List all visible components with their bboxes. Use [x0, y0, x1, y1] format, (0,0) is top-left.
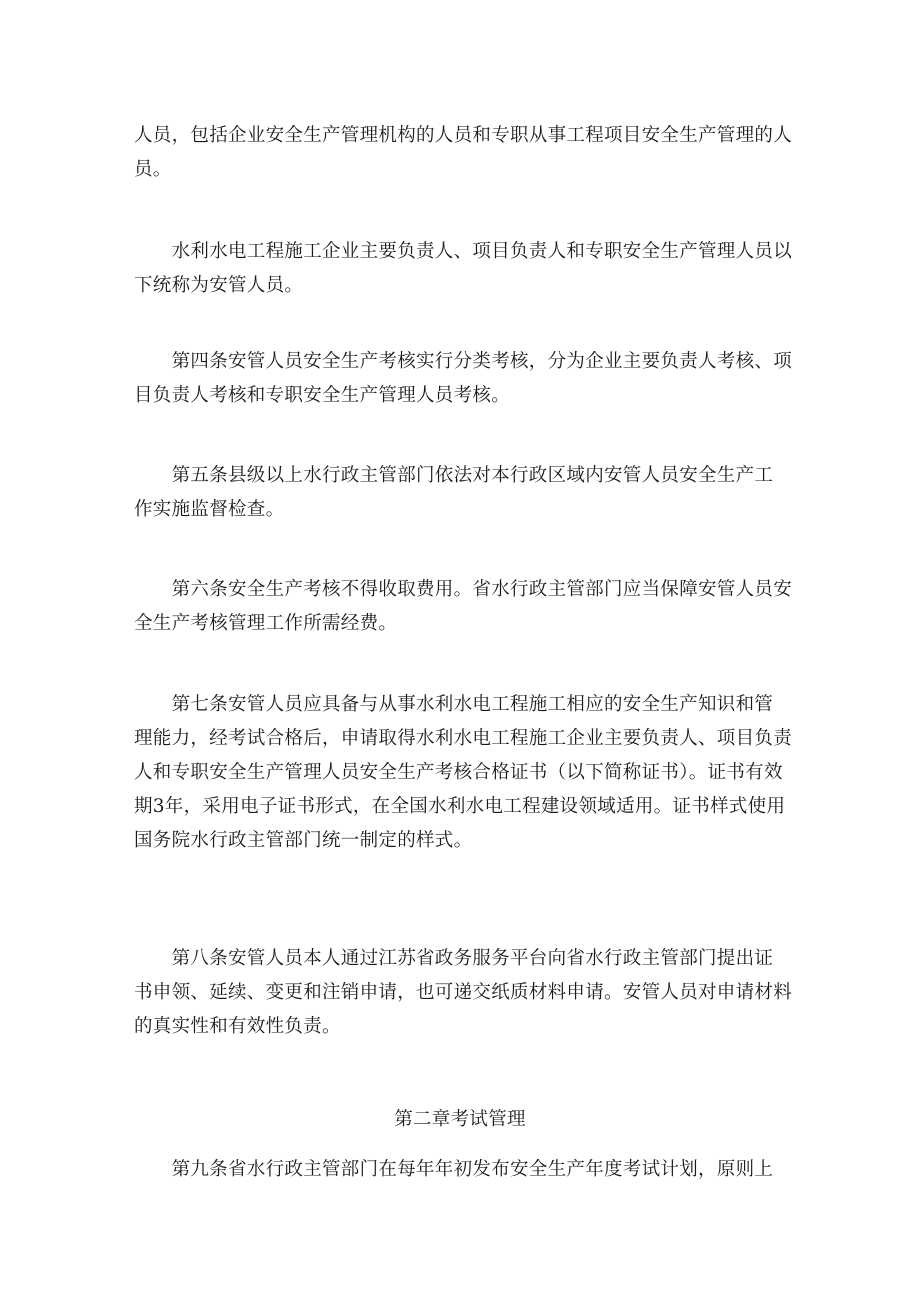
text-line: 第八条安管人员本人通过江苏省政务服务平台向省水行政主管部门提出证 [134, 948, 774, 969]
paragraph-article-7 [134, 688, 793, 858]
text-line: 全生产考核管理工作所需经费。 [134, 613, 398, 634]
text-line: 第四条安管人员安全生产考核实行分类考核，分为企业主要负责人考核、项 [134, 351, 793, 372]
text-line: 第七条安管人员应具备与从事水利水电工程施工相应的安全生产知识和管 [134, 694, 774, 715]
text-line: 作实施监督检查。 [134, 499, 285, 520]
text-line: 下统称为安管人员。 [134, 275, 304, 296]
paragraph-article-6 [134, 573, 793, 641]
text-line: 第六条安全生产考核不得收取费用。省水行政主管部门应当保障安管人员安 [134, 579, 793, 600]
text-line: 人和专职安全生产管理人员安全生产考核合格证书（以下简称证书）。证书有效 [134, 762, 783, 783]
paragraph-definition [134, 235, 793, 303]
text-line: 员。 [134, 159, 172, 180]
text-line: 书申领、延续、变更和注销申请，也可递交纸质材料申请。安管人员对申请材料 [134, 982, 793, 1003]
paragraph-article-9 [134, 1153, 784, 1187]
chapter-heading: 第二章考试管理 [394, 1109, 526, 1130]
text-line: 第九条省水行政主管部门在每年年初发布安全生产年度考试计划，原则上 [134, 1159, 774, 1180]
text-line: 国务院水行政主管部门统一制定的样式。 [134, 830, 473, 851]
paragraph-article-8 [134, 942, 793, 1044]
text-line: 目负责人考核和专职安全生产管理人员考核。 [134, 385, 511, 406]
paragraph-article-5 [134, 459, 784, 527]
text-line: 理能力，经考试合格后，申请取得水利水电工程施工企业主要负责人、项目负责 [134, 728, 793, 749]
text-line: 水利水电工程施工企业主要负责人、项目负责人和专职安全生产管理人员以 [134, 241, 793, 262]
paragraph-article-4 [134, 345, 793, 413]
paragraph-continuation [134, 119, 793, 187]
text-line: 第五条县级以上水行政主管部门依法对本行政区域内安管人员安全生产工 [134, 465, 774, 486]
text-line: 的真实性和有效性负责。 [134, 1016, 341, 1037]
text-line: 人员，包括企业安全生产管理机构的人员和专职从事工程项目安全生产管理的人 [134, 125, 793, 146]
text-line: 期3年，采用电子证书形式，在全国水利水电工程建设领域适用。证书样式使用 [134, 796, 786, 817]
